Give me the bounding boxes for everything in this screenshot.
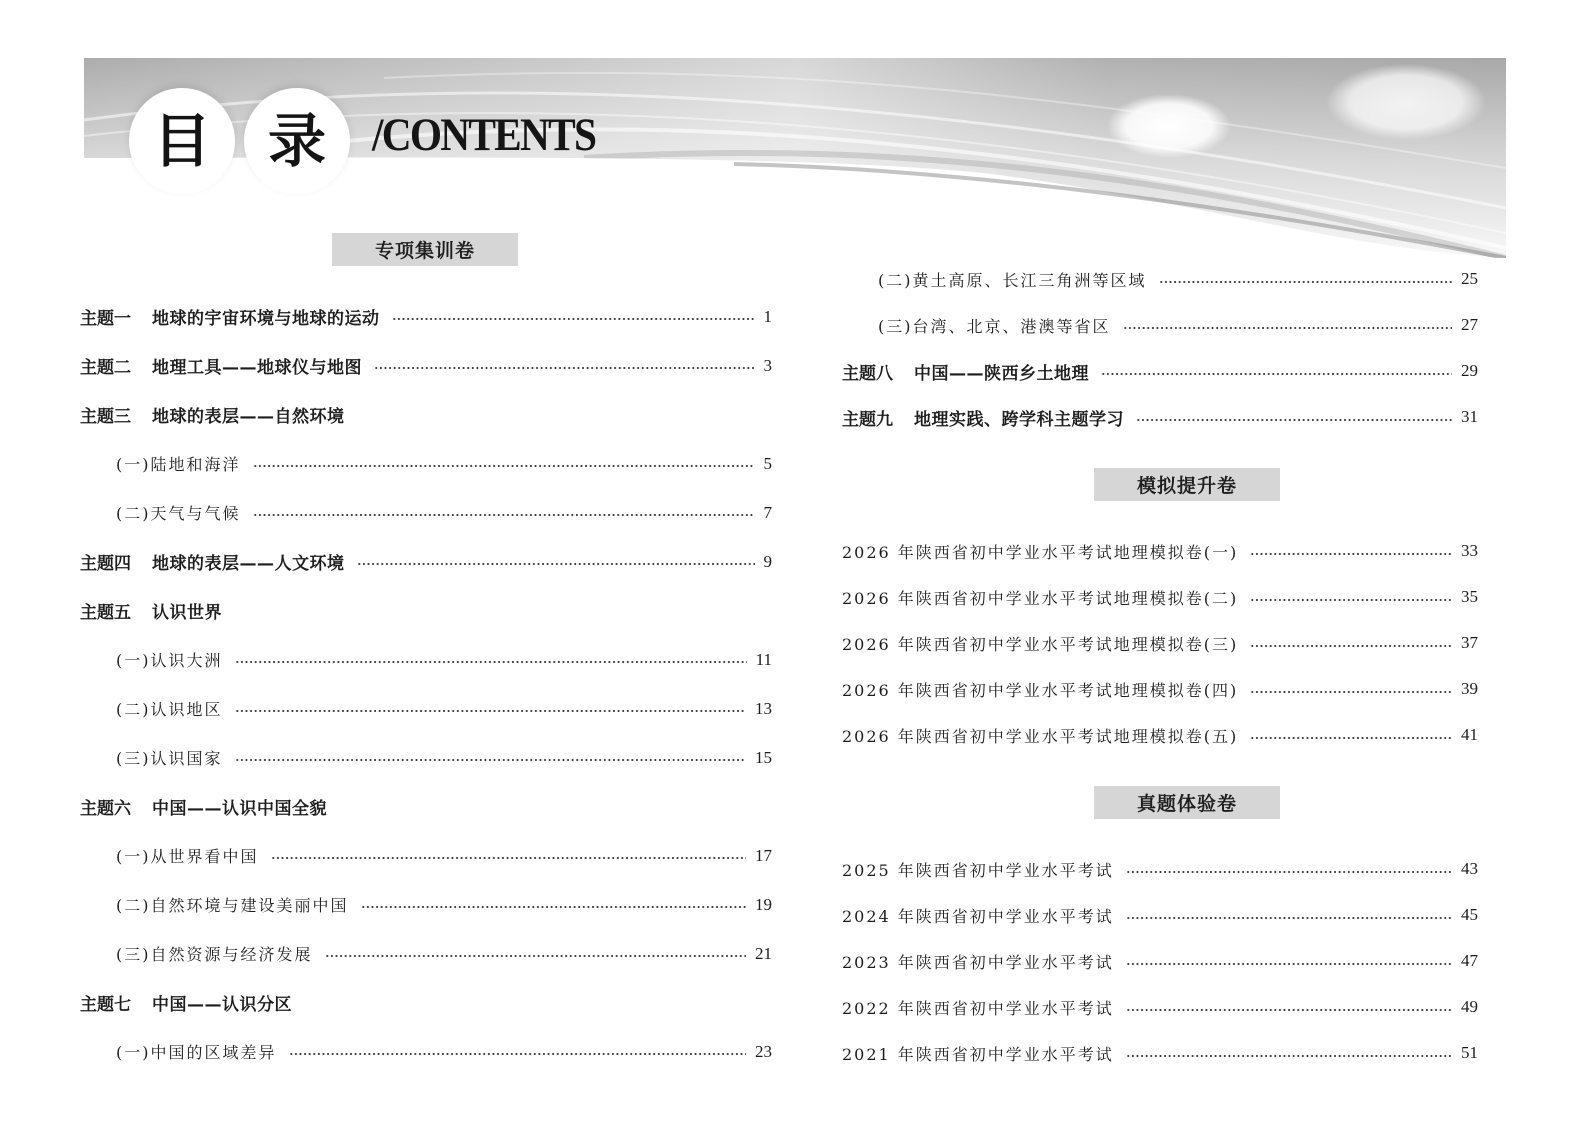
entry-title: (二)自然环境与建设美丽中国 xyxy=(116,896,349,915)
page-number: 35 xyxy=(1461,587,1478,606)
toc-paper-row xyxy=(842,938,1478,984)
title-glyph-lu: 录 xyxy=(267,107,326,175)
leader-dots xyxy=(289,1052,747,1056)
page-number: 9 xyxy=(763,551,772,571)
contents-heading: /CONTENTS xyxy=(372,109,596,161)
page-number: 11 xyxy=(755,649,772,669)
entry-title: 2021 年陕西省初中学业水平考试 xyxy=(842,1044,1114,1064)
entry-title: (二)天气与气候 xyxy=(116,504,241,523)
topic-number: 主题四 xyxy=(80,554,131,574)
section-title: 真题体验卷 xyxy=(1094,786,1280,819)
entry-title: 2026 年陕西省初中学业水平考试地理模拟卷(一) xyxy=(842,542,1239,562)
toc-subtopic-row xyxy=(80,831,772,880)
entry-title: 地球的宇宙环境与地球的运动 xyxy=(152,309,380,329)
leader-dots xyxy=(392,317,755,321)
entry-title: 认识世界 xyxy=(152,603,222,623)
page-number: 7 xyxy=(763,502,772,522)
page-number: 49 xyxy=(1461,997,1478,1016)
toc-paper-row xyxy=(842,1030,1478,1076)
leader-dots xyxy=(374,366,755,370)
leader-dots xyxy=(1123,326,1453,330)
entry-title: 2025 年陕西省初中学业水平考试 xyxy=(842,860,1114,880)
page-number: 3 xyxy=(763,355,772,375)
entry-title: 地理实践、跨学科主题学习 xyxy=(914,409,1124,430)
leader-dots xyxy=(253,464,755,468)
title-glyph-mu: 目 xyxy=(152,107,211,175)
toc-right-column xyxy=(842,256,1478,1076)
entry-title: (一)中国的区域差异 xyxy=(116,1043,277,1062)
leader-dots xyxy=(1126,870,1452,874)
entry-title: 2026 年陕西省初中学业水平考试地理模拟卷(二) xyxy=(842,588,1239,608)
entry-title: (二)认识地区 xyxy=(116,700,223,719)
toc-topic-row xyxy=(842,394,1478,440)
page-number: 13 xyxy=(755,698,772,718)
toc-subtopic-row xyxy=(80,929,772,978)
toc-paper-row xyxy=(842,984,1478,1030)
page-number: 47 xyxy=(1461,951,1478,970)
entry-title: 地理工具——地球仪与地图 xyxy=(152,358,362,378)
page-number: 21 xyxy=(755,943,772,963)
toc-paper-row xyxy=(842,892,1478,938)
topic-number: 主题五 xyxy=(80,603,131,623)
entry-title: 2022 年陕西省初中学业水平考试 xyxy=(842,998,1114,1018)
leader-dots xyxy=(361,905,747,909)
topic-number: 主题八 xyxy=(842,363,893,384)
toc-topic-row xyxy=(80,586,772,635)
topic-number: 主题七 xyxy=(80,995,131,1015)
entry-title: 中国——认识分区 xyxy=(152,995,292,1015)
entry-title: (三)台湾、北京、港澳等省区 xyxy=(878,316,1111,336)
entry-title: 2023 年陕西省初中学业水平考试 xyxy=(842,952,1114,972)
leader-dots xyxy=(1250,644,1452,648)
entry-title: 2024 年陕西省初中学业水平考试 xyxy=(842,906,1114,926)
leader-dots xyxy=(325,954,747,958)
toc-paper-row xyxy=(842,574,1478,620)
toc-subtopic-row xyxy=(80,635,772,684)
entry-title: (二)黄土高原、长江三角洲等区域 xyxy=(878,270,1147,290)
page-number: 23 xyxy=(755,1041,772,1061)
page-number: 33 xyxy=(1461,541,1478,560)
toc-topic-row xyxy=(80,341,772,390)
entry-title: 中国——认识中国全貌 xyxy=(152,799,327,819)
page-number: 51 xyxy=(1461,1043,1478,1062)
page-number: 29 xyxy=(1461,361,1478,380)
entry-title: 2026 年陕西省初中学业水平考试地理模拟卷(五) xyxy=(842,726,1239,746)
page-number: 27 xyxy=(1461,315,1478,334)
toc-topic-row xyxy=(80,782,772,831)
toc-topic-row xyxy=(80,292,772,341)
page-number: 17 xyxy=(755,845,772,865)
toc-paper-row xyxy=(842,846,1478,892)
section-title: 专项集训卷 xyxy=(332,233,518,266)
toc-topic-row xyxy=(80,390,772,439)
title-disc xyxy=(129,88,235,194)
entry-title: 2026 年陕西省初中学业水平考试地理模拟卷(三) xyxy=(842,634,1239,654)
toc-paper-row xyxy=(842,620,1478,666)
page-number: 41 xyxy=(1461,725,1478,744)
leader-dots xyxy=(235,660,747,664)
entry-title: 中国——陕西乡土地理 xyxy=(914,363,1089,384)
page-number: 15 xyxy=(755,747,772,767)
entry-title: (三)自然资源与经济发展 xyxy=(116,945,313,964)
entry-title: (一)从世界看中国 xyxy=(116,847,259,866)
page-number: 31 xyxy=(1461,407,1478,426)
topic-number: 主题六 xyxy=(80,799,131,819)
page-number: 1 xyxy=(763,306,772,326)
leader-dots xyxy=(357,562,755,566)
leader-dots xyxy=(1136,418,1452,422)
entry-title: 2026 年陕西省初中学业水平考试地理模拟卷(四) xyxy=(842,680,1239,700)
entry-title: (三)认识国家 xyxy=(116,749,223,768)
leader-dots xyxy=(253,513,755,517)
toc-subtopic-row xyxy=(80,439,772,488)
toc-subtopic-row xyxy=(842,256,1478,302)
leader-dots xyxy=(1250,598,1452,602)
leader-dots xyxy=(1126,916,1452,920)
section-header-row xyxy=(842,758,1478,846)
leader-dots xyxy=(1250,736,1452,740)
leader-dots xyxy=(1126,1054,1452,1058)
leader-dots xyxy=(1250,690,1452,694)
toc-subtopic-row xyxy=(80,733,772,782)
topic-number: 主题二 xyxy=(80,358,131,378)
topic-number: 主题九 xyxy=(842,409,893,430)
entry-title: (一)陆地和海洋 xyxy=(116,455,241,474)
page-number: 25 xyxy=(1461,269,1478,288)
toc-topic-row xyxy=(80,978,772,1027)
toc-subtopic-row xyxy=(842,302,1478,348)
page-number: 5 xyxy=(763,453,772,473)
leader-dots xyxy=(1250,552,1452,556)
leader-dots xyxy=(1126,962,1452,966)
entry-title: 地球的表层——自然环境 xyxy=(152,407,345,427)
leader-dots xyxy=(1126,1008,1452,1012)
toc-topic-row xyxy=(842,348,1478,394)
leader-dots xyxy=(1101,372,1452,376)
toc-paper-row xyxy=(842,666,1478,712)
page-number: 37 xyxy=(1461,633,1478,652)
toc-subtopic-row xyxy=(80,488,772,537)
toc-paper-row xyxy=(842,712,1478,758)
entry-title: (一)认识大洲 xyxy=(116,651,223,670)
topic-number: 主题一 xyxy=(80,309,131,329)
section-header-row xyxy=(842,440,1478,528)
leader-dots xyxy=(1159,280,1453,284)
page-number: 19 xyxy=(755,894,772,914)
toc-left-column xyxy=(80,233,772,1076)
topic-number: 主题三 xyxy=(80,407,131,427)
title-disc xyxy=(244,88,350,194)
toc-subtopic-row xyxy=(80,684,772,733)
toc-topic-row xyxy=(80,537,772,586)
entry-title: 地球的表层——人文环境 xyxy=(152,554,345,574)
toc-subtopic-row xyxy=(80,1027,772,1076)
page-number: 43 xyxy=(1461,859,1478,878)
section-title: 模拟提升卷 xyxy=(1094,468,1280,501)
page-number: 45 xyxy=(1461,905,1478,924)
page-number: 39 xyxy=(1461,679,1478,698)
toc-subtopic-row xyxy=(80,880,772,929)
leader-dots xyxy=(235,709,747,713)
leader-dots xyxy=(235,758,747,762)
leader-dots xyxy=(271,856,747,860)
toc-paper-row xyxy=(842,528,1478,574)
